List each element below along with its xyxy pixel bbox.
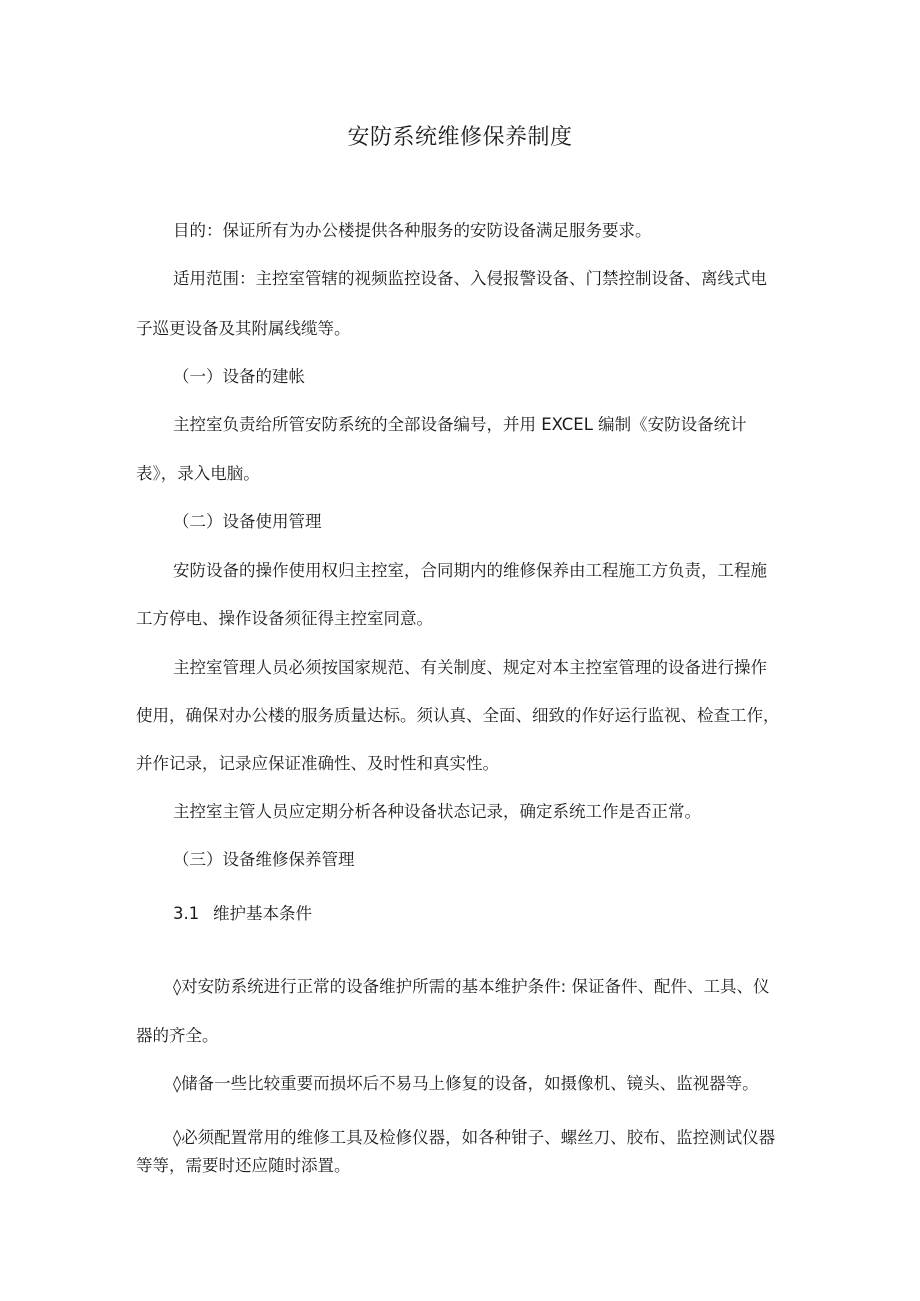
scope-paragraph-line-1: 适用范围：主控室管辖的视频监控设备、入侵报警设备、门禁控制设备、离线式电 — [173, 269, 767, 288]
bullet-2: ◊储备一些比较重要而损坏后不易马上修复的设备，如摄像机、镜头、监视器等。 — [173, 1074, 759, 1093]
scope-paragraph-line-2: 子巡更设备及其附属线缆等。 — [136, 319, 351, 338]
section-3-heading: （三）设备维修保养管理 — [173, 850, 355, 869]
subsection-3-1-heading — [173, 903, 312, 925]
subsection-title: 维护基本条件 — [213, 904, 312, 923]
section-1-paragraph-line-1: 主控室负责给所管安防系统的全部设备编号，并用 EXCEL 编制《安防设备统计 — [173, 415, 747, 434]
document-title: 安防系统维修保养制度 — [347, 125, 573, 150]
section-2-paragraph-2-line-1: 主控室管理人员必须按国家规范、有关制度、规定对本主控室管理的设备进行操作 — [173, 658, 767, 677]
subsection-number: 3.1 — [173, 904, 200, 923]
section-2-paragraph-3: 主控室主管人员应定期分析各种设备状态记录，确定系统工作是否正常。 — [173, 802, 701, 821]
section-1-heading: （一）设备的建帐 — [173, 367, 305, 386]
section-2-paragraph-1-line-1: 安防设备的操作使用权归主控室，合同期内的维修保养由工程施工方负责，工程施 — [173, 561, 767, 580]
section-2-paragraph-2-line-3: 并作记录，记录应保证准确性、及时性和真实性。 — [136, 754, 499, 773]
section-2-paragraph-2-line-2: 使用，确保对办公楼的服务质量达标。须认真、全面、细致的作好运行监视、检查工作， — [136, 706, 780, 725]
bullet-1-line-1: ◊对安防系统进行正常的设备维护所需的基本维护条件: 保证备件、配件、工具、仪 — [173, 977, 770, 996]
section-2-paragraph-1-line-2: 工方停电、操作设备须征得主控室同意。 — [136, 609, 433, 628]
section-2-heading: （二）设备使用管理 — [173, 512, 322, 531]
bullet-1-line-2: 器的齐全。 — [136, 1026, 219, 1045]
purpose-paragraph: 目的：保证所有为办公楼提供各种服务的安防设备满足服务要求。 — [173, 221, 652, 240]
section-1-paragraph-line-2: 表》，录入电脑。 — [136, 464, 260, 483]
bullet-3-line-2: 等等，需要时还应随时添置。 — [136, 1156, 351, 1175]
bullet-3-line-1: ◊必须配置常用的维修工具及检修仪器，如各种钳子、螺丝刀、胶布、监控测试仪器 — [173, 1128, 776, 1147]
